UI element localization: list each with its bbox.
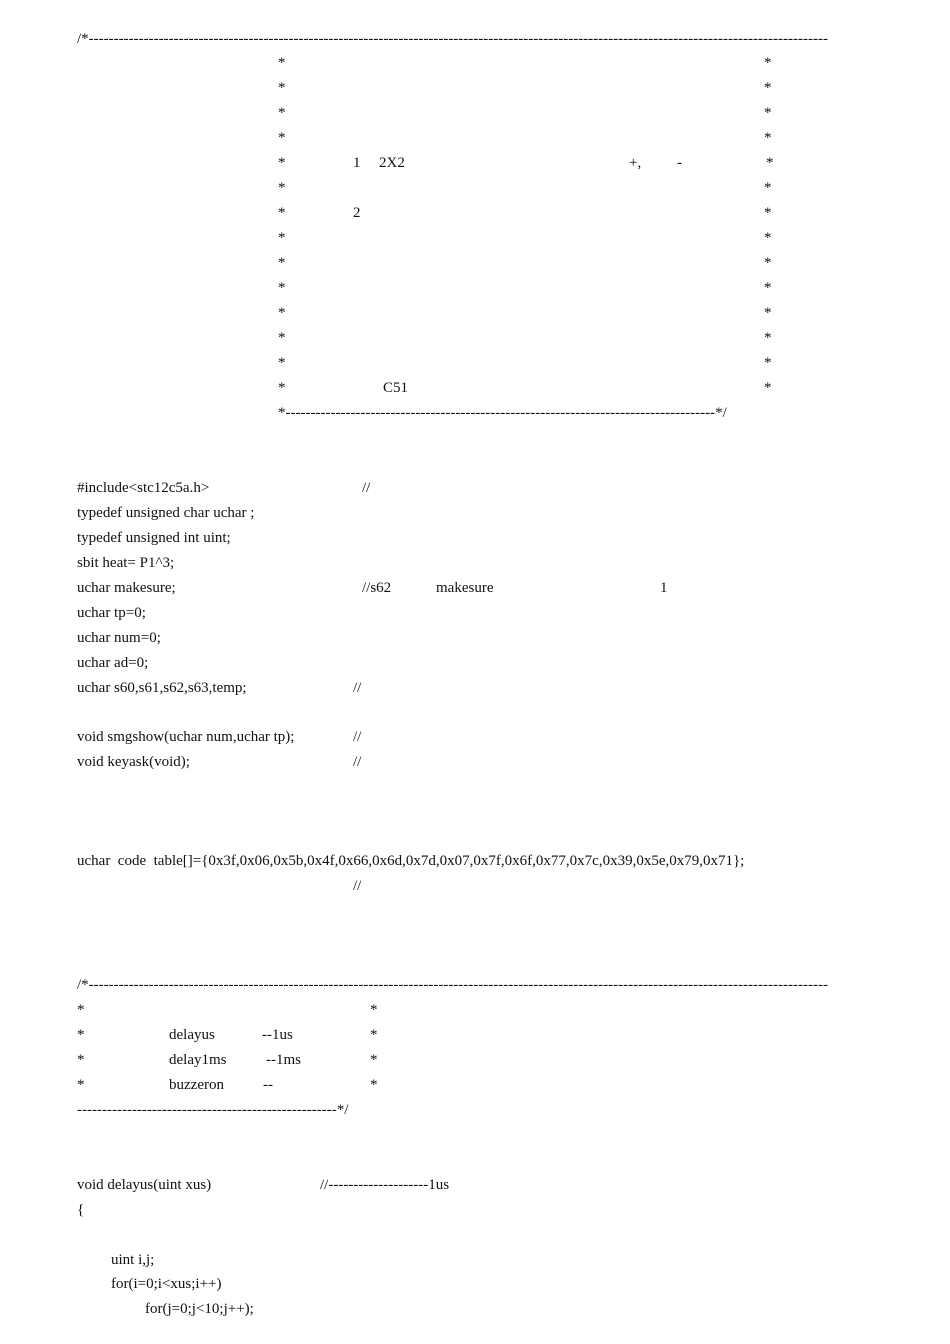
code-comment: // xyxy=(353,729,362,745)
header-right-star: * xyxy=(764,130,772,146)
header-right-star: * xyxy=(764,55,772,71)
function-box-right-star: * xyxy=(370,1052,378,1068)
header-item1-text: 2X2 xyxy=(379,155,405,171)
function-desc-buzzeron: -- xyxy=(263,1077,273,1093)
header-left-star: * xyxy=(278,355,286,371)
header-c51: C51 xyxy=(383,380,409,396)
header-right-star: * xyxy=(764,180,772,196)
code-line-delayus-signature: void delayus(uint xus) xyxy=(77,1177,212,1193)
function-box-left-star: * xyxy=(77,1027,85,1043)
header-item1-number: 1 xyxy=(353,155,361,171)
header-left-star: * xyxy=(278,255,286,271)
header-right-star: * xyxy=(764,380,772,396)
function-box-right-star: * xyxy=(370,1077,378,1093)
code-line-for-j: for(j=0;j<10;j++); xyxy=(145,1301,254,1317)
code-line-typedef-uint: typedef unsigned int uint; xyxy=(77,530,231,546)
code-comment: // xyxy=(353,878,362,894)
function-desc-delay1ms: --1ms xyxy=(266,1052,301,1068)
code-line-num: uchar num=0; xyxy=(77,630,161,646)
header-left-star: * xyxy=(278,205,286,221)
function-name-buzzeron: buzzeron xyxy=(169,1077,224,1093)
function-box-top-border: /*---------------------------------------------------------------------------------------------------------------------------------------------------- xyxy=(77,977,828,993)
code-line-uint-ij: uint i,j; xyxy=(111,1252,155,1268)
header-right-star: * xyxy=(764,280,772,296)
function-box-left-star: * xyxy=(77,1077,85,1093)
function-box-right-star: * xyxy=(370,1002,378,1018)
code-line-table: uchar code table[]={0x3f,0x06,0x5b,0x4f,0x66,0x6d,0x7d,0x07,0x7f,0x6f,0x77,0x7c,0x39,0x5e,0x79,0x71}; xyxy=(77,853,745,869)
header-right-star: * xyxy=(764,105,772,121)
header-left-star: * xyxy=(278,380,286,396)
function-box-bottom-border: ----------------------------------------------------*/ xyxy=(77,1102,349,1118)
code-line-makesure: uchar makesure; xyxy=(77,580,176,596)
header-left-star: * xyxy=(278,155,286,171)
code-comment-makesure-one: 1 xyxy=(660,580,668,596)
code-line-tp: uchar tp=0; xyxy=(77,605,146,621)
header-left-star: * xyxy=(278,305,286,321)
header-item1-plus: +, xyxy=(629,155,642,171)
code-line-smgshow: void smgshow(uchar num,uchar tp); xyxy=(77,729,295,745)
code-line-ad: uchar ad=0; xyxy=(77,655,149,671)
function-name-delay1ms: delay1ms xyxy=(169,1052,227,1068)
code-line-s60: uchar s60,s61,s62,s63,temp; xyxy=(77,680,247,696)
code-comment: // xyxy=(362,480,371,496)
code-line-keyask: void keyask(void); xyxy=(77,754,190,770)
header-right-star: * xyxy=(764,205,772,221)
code-comment: // xyxy=(353,680,362,696)
function-box-left-star: * xyxy=(77,1002,85,1018)
code-line-for-i: for(i=0;i<xus;i++) xyxy=(111,1276,222,1292)
function-box-left-star: * xyxy=(77,1052,85,1068)
header-right-star: * xyxy=(764,330,772,346)
header-left-star: * xyxy=(278,105,286,121)
header-right-star: * xyxy=(764,230,772,246)
header-left-star: * xyxy=(278,55,286,71)
function-box-right-star: * xyxy=(370,1027,378,1043)
function-desc-delayus: --1us xyxy=(262,1027,293,1043)
header-right-star: * xyxy=(766,155,774,171)
code-line-sbit-heat: sbit heat= P1^3; xyxy=(77,555,175,571)
header-right-star: * xyxy=(764,80,772,96)
header-left-star: * xyxy=(278,80,286,96)
header-right-star: * xyxy=(764,305,772,321)
function-name-delayus: delayus xyxy=(169,1027,215,1043)
header-right-star: * xyxy=(764,355,772,371)
header-item1-minus: - xyxy=(677,155,682,171)
code-line-include: #include<stc12c5a.h> xyxy=(77,480,210,496)
code-comment: //s62 xyxy=(362,580,392,596)
header-left-star: * xyxy=(278,230,286,246)
code-comment-makesure-word: makesure xyxy=(436,580,494,596)
code-comment: //--------------------1us xyxy=(320,1177,450,1193)
code-comment: // xyxy=(353,754,362,770)
header-left-star: * xyxy=(278,280,286,296)
code-line-typedef-uchar: typedef unsigned char uchar ; xyxy=(77,505,255,521)
header-right-star: * xyxy=(764,255,772,271)
header-item2-number: 2 xyxy=(353,205,361,221)
header-top-border: /*---------------------------------------------------------------------------------------------------------------------------------------------------- xyxy=(77,31,828,47)
header-bottom-border: *--------------------------------------------------------------------------------------*/ xyxy=(278,405,727,421)
header-left-star: * xyxy=(278,330,286,346)
header-left-star: * xyxy=(278,180,286,196)
header-left-star: * xyxy=(278,130,286,146)
code-line-brace-open: { xyxy=(77,1202,85,1218)
